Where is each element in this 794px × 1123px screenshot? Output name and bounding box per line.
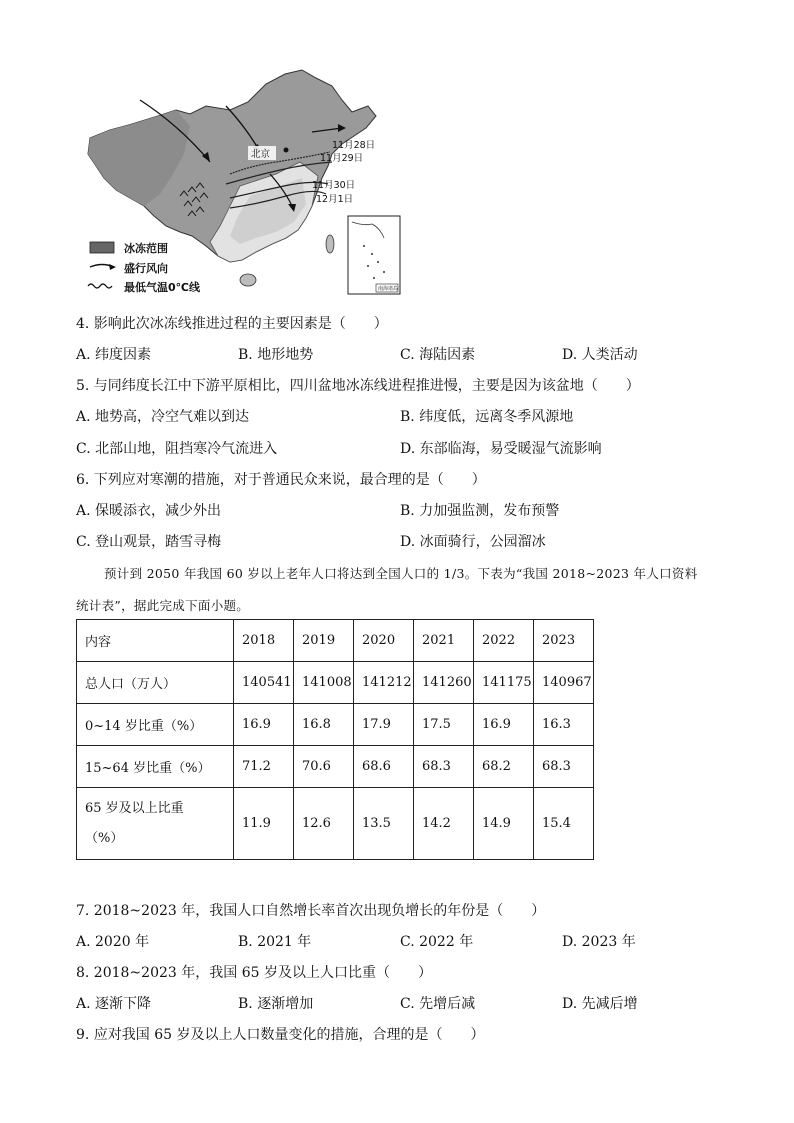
passage-intro-line-1: 预计到 2050 年我国 60 岁以上老年人口将达到全国人口的 1/3。下表为“我国 2018~2023 年人口资料 [104, 566, 698, 581]
table-row [77, 704, 594, 746]
question-6-option-c[interactable]: C. 登山观景，踏雪寻梅 [76, 534, 222, 550]
table-cell: 71.2 [234, 746, 294, 788]
table-cell: 14.2 [414, 788, 474, 860]
table-cell: 141212 [354, 662, 414, 704]
question-7-stem: 7. 2018~2023 年，我国人口自然增长率首次出现负增长的年份是（ ） [76, 903, 546, 919]
date-label: 11月29日 [320, 153, 364, 164]
question-6-option-a[interactable]: A. 保暖添衣，减少外出 [76, 503, 222, 519]
question-6-option-d[interactable]: D. 冰面骑行，公园溜冰 [400, 534, 546, 550]
date-label: 11月28日 [332, 140, 376, 151]
table-cell: 11.9 [234, 788, 294, 860]
question-4-option-c[interactable]: C. 海陆因素 [400, 347, 476, 363]
table-header-row [77, 620, 594, 662]
table-cell: 68.2 [474, 746, 534, 788]
table-row [77, 662, 594, 704]
legend-isotherm-symbol [88, 284, 112, 288]
table-header-cell: 2019 [294, 620, 354, 662]
question-5-option-d[interactable]: D. 东部临海，易受暖湿气流影响 [400, 441, 602, 457]
table-cell: 70.6 [294, 746, 354, 788]
table-cell: 13.5 [354, 788, 414, 860]
date-label: 12月1日 [316, 194, 354, 205]
beijing-label: 北京 [251, 149, 271, 160]
question-8-option-b[interactable]: B. 逐渐增加 [238, 996, 314, 1012]
question-7-option-d[interactable]: D. 2023 年 [562, 934, 636, 950]
table-row [77, 788, 594, 860]
question-7-option-b[interactable]: B. 2021 年 [238, 934, 312, 950]
table-header-cell: 2018 [234, 620, 294, 662]
question-6-option-b[interactable]: B. 力加强监测，发布预警 [400, 503, 560, 519]
row-label: 总人口（万人） [77, 662, 234, 704]
table-header-cell: 2022 [474, 620, 534, 662]
table-cell: 141008 [294, 662, 354, 704]
table-header-cell: 2020 [354, 620, 414, 662]
table-cell: 16.9 [474, 704, 534, 746]
question-6-stem: 6. 下列应对寒潮的措施，对于普通民众来说，最合理的是（ ） [76, 472, 486, 488]
table-cell: 141175 [474, 662, 534, 704]
question-7-option-c[interactable]: C. 2022 年 [400, 934, 474, 950]
legend-wind-label: 盛行风向 [124, 262, 168, 275]
table-header-cell: 2023 [534, 620, 594, 662]
question-8-stem: 8. 2018~2023 年，我国 65 岁及以上人口比重（ ） [76, 965, 432, 981]
question-8-option-c[interactable]: C. 先增后减 [400, 996, 476, 1012]
table-cell: 12.6 [294, 788, 354, 860]
inset-label: 南海诸岛 [378, 286, 399, 292]
row-label: 0~14 岁比重（%） [77, 704, 234, 746]
table-cell: 140967 [534, 662, 594, 704]
row-label-line-2: （%） [85, 830, 124, 846]
table-cell: 68.3 [414, 746, 474, 788]
question-5-option-b[interactable]: B. 纬度低，远离冬季风源地 [400, 409, 574, 425]
population-stats-table [76, 619, 594, 860]
question-4-stem: 4. 影响此次冰冻线推进过程的主要因素是（ ） [76, 316, 388, 332]
taiwan-island [326, 235, 334, 253]
table-cell: 14.9 [474, 788, 534, 860]
china-freeze-map [80, 66, 410, 300]
question-4-option-a[interactable]: A. 纬度因素 [76, 347, 152, 363]
question-9-stem: 9. 应对我国 65 岁及以上人口数量变化的措施，合理的是（ ） [76, 1027, 485, 1043]
table-cell: 17.5 [414, 704, 474, 746]
question-4-option-d[interactable]: D. 人类活动 [562, 347, 638, 363]
passage-intro-line-2: 统计表”，据此完成下面小题。 [76, 598, 250, 613]
date-label: 11月30日 [312, 180, 356, 191]
question-5-option-c[interactable]: C. 北部山地，阻挡寒冷气流进入 [76, 441, 278, 457]
table-row [77, 746, 594, 788]
question-5-option-a[interactable]: A. 地势高，冷空气难以到达 [76, 409, 250, 425]
table-cell: 15.4 [534, 788, 594, 860]
question-7-option-a[interactable]: A. 2020 年 [76, 934, 150, 950]
legend-wind-arrowhead [109, 264, 116, 270]
row-label [77, 788, 234, 860]
inset-box [348, 216, 400, 294]
table-cell: 141260 [414, 662, 474, 704]
hainan-island [240, 274, 256, 286]
table-cell: 16.8 [294, 704, 354, 746]
question-8-option-d[interactable]: D. 先减后增 [562, 996, 638, 1012]
row-label: 15~64 岁比重（%） [77, 746, 234, 788]
question-5-stem: 5. 与同纬度长江中下游平原相比，四川盆地冰冻线进程推进慢，主要是因为该盆地（ ） [76, 378, 640, 394]
question-4-option-b[interactable]: B. 地形地势 [238, 347, 314, 363]
beijing-marker [284, 148, 289, 153]
legend-isotherm-label: 最低气温0℃线 [124, 281, 200, 294]
question-8-option-a[interactable]: A. 逐渐下降 [76, 996, 152, 1012]
table-cell: 140541 [234, 662, 294, 704]
table-cell: 16.9 [234, 704, 294, 746]
table-cell: 68.3 [534, 746, 594, 788]
table-header-cell: 内容 [77, 620, 234, 662]
row-label-line-1: 65 岁及以上比重 [85, 800, 184, 816]
table-cell: 17.9 [354, 704, 414, 746]
table-header-cell: 2021 [414, 620, 474, 662]
legend-freeze-swatch [90, 242, 114, 253]
table-cell: 16.3 [534, 704, 594, 746]
table-cell: 68.6 [354, 746, 414, 788]
legend-freeze-label: 冰冻范围 [124, 242, 168, 255]
